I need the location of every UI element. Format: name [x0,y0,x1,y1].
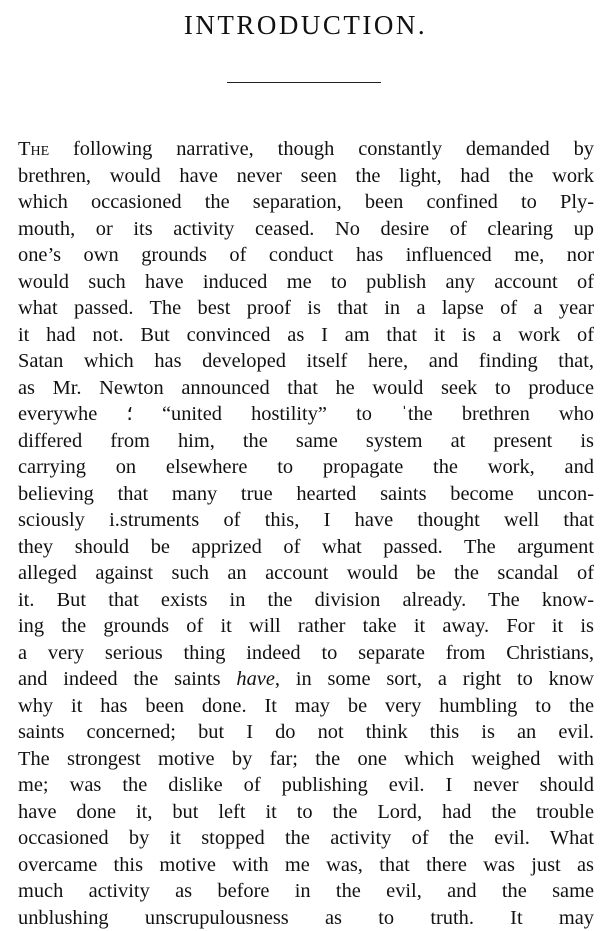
line-text: alleged against such an account would be the scandal of [18,562,594,584]
text-line [18,507,594,534]
line-text: saints concerned; but I do not think this is an evil. [18,721,594,743]
text-line [18,242,594,269]
line-text: and indeed the saints [18,668,236,690]
text-line [18,348,594,375]
line-text: Satan which has developed itself here, and finding that, [18,350,594,372]
line-text: it had not. But convinced as I am that it is a work of [18,324,594,346]
text-line [18,322,594,349]
text-line [18,136,594,163]
body-paragraph [18,136,594,931]
text-line [18,719,594,746]
text-line [18,693,594,720]
line-text: ing the grounds of it will rather take it away. For it is [18,615,594,637]
line-text: believing that many true hearted saints become uncon- [18,483,594,505]
text-line [18,534,594,561]
text-line [18,799,594,826]
line-text: it. But that exists in the division already. The know- [18,589,594,611]
drop-word: The [18,138,49,160]
line-text: a very serious thing indeed to separate from Christians, [18,642,594,664]
text-line [18,560,594,587]
line-text: one’s own grounds of conduct has influenced me, nor [18,244,594,266]
text-line [18,613,594,640]
title-rule [227,82,381,83]
line-text: what passed. The best proof is that in a lapse of a year [18,297,594,319]
line-text: overcame this motive with me was, that there was just as [18,854,594,876]
line-text: have done it, but left it to the Lord, had the trouble [18,801,594,823]
text-line [18,375,594,402]
line-text: following narrative, though constantly demanded by [49,138,594,160]
emphasis-word: have [236,668,275,690]
line-text: would such have induced me to publish any account of [18,271,594,293]
line-text: unblushing unscrupulousness as to truth. It may [18,907,594,929]
page-title: INTRODUCTION. [0,10,611,40]
text-line [18,481,594,508]
text-line [18,163,594,190]
line-text: carrying on elsewhere to propagate the work, and [18,456,594,478]
line-text: brethren, would have never seen the light, had the work [18,165,594,187]
line-text: much activity as before in the evil, and the same [18,880,594,902]
text-line [18,401,594,428]
line-text: differed from him, the same system at present is [18,430,594,452]
text-line [18,454,594,481]
line-text: everywhe ؛ “united hostility” to ˈthe brethren who [18,403,594,425]
line-text: sciously i.struments of this, I have thought well that [18,509,594,531]
line-text: as Mr. Newton announced that he would seek to produce [18,377,594,399]
text-line [18,428,594,455]
text-line [18,905,594,931]
text-line [18,666,594,693]
line-text: they should be apprized of what passed. The argument [18,536,594,558]
line-text: occasioned by it stopped the activity of the evil. What [18,827,594,849]
text-line [18,852,594,879]
text-line [18,269,594,296]
text-line [18,640,594,667]
line-text: why it has been done. It may be very humbling to the [18,695,594,717]
text-line [18,746,594,773]
text-line [18,878,594,905]
text-line [18,295,594,322]
line-text: , in some sort, a right to know [275,668,594,690]
text-line [18,216,594,243]
line-text: The strongest motive by far; the one which weighed with [18,748,594,770]
line-text: mouth, or its activity ceased. No desire of clearing up [18,218,594,240]
text-line [18,772,594,799]
text-line [18,825,594,852]
text-line [18,189,594,216]
text-line [18,587,594,614]
line-text: me; was the dislike of publishing evil. I never should [18,774,594,796]
line-text: which occasioned the separation, been confined to Ply- [18,191,594,213]
